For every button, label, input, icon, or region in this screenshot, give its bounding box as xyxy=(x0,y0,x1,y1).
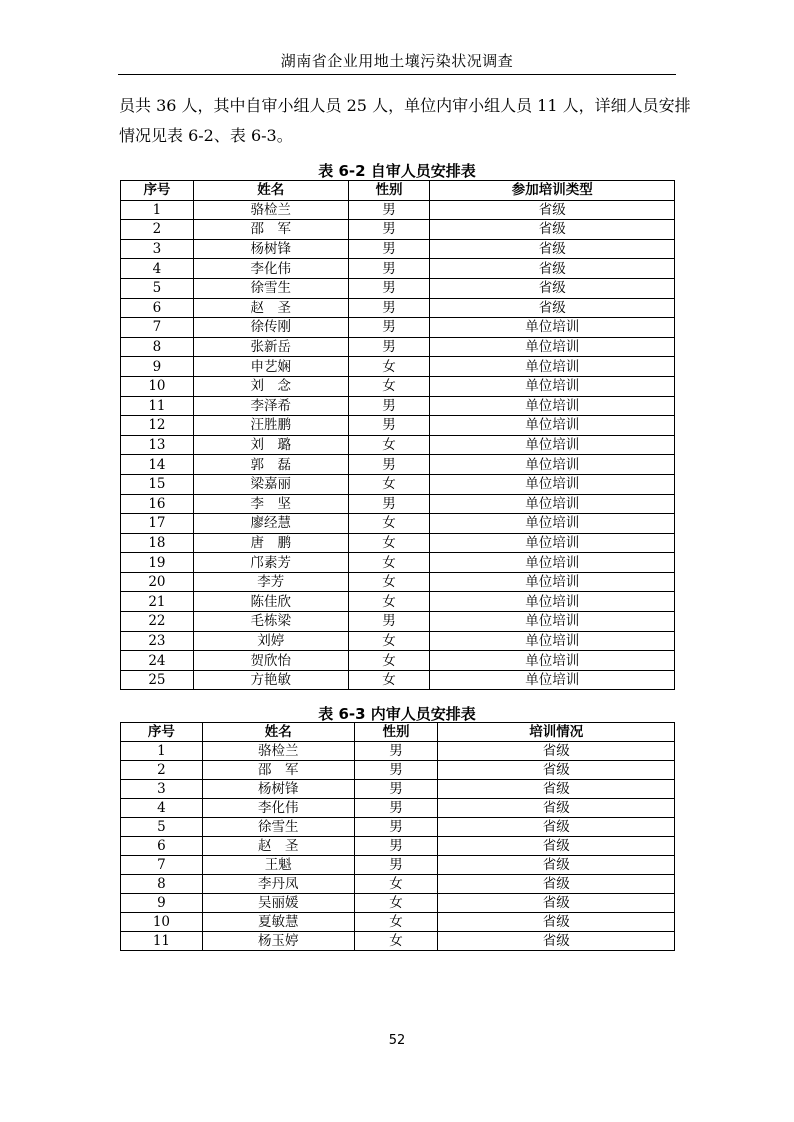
cell-index: 11 xyxy=(121,396,194,416)
cell-training: 单位培训 xyxy=(430,631,675,651)
cell-gender: 男 xyxy=(348,220,430,240)
cell-gender: 女 xyxy=(354,913,438,932)
cell-gender: 男 xyxy=(348,416,430,436)
cell-name: 李丹凤 xyxy=(202,875,354,894)
cell-gender: 女 xyxy=(348,592,430,612)
cell-gender: 男 xyxy=(348,298,430,318)
cell-gender: 男 xyxy=(354,837,438,856)
cell-training: 单位培训 xyxy=(430,318,675,338)
cell-training: 省级 xyxy=(438,932,675,951)
table-row xyxy=(121,357,675,377)
cell-name: 徐传刚 xyxy=(193,318,348,338)
cell-gender: 男 xyxy=(354,780,438,799)
table-row xyxy=(121,572,675,592)
cell-gender: 男 xyxy=(348,278,430,298)
table-row xyxy=(121,318,675,338)
cell-training: 单位培训 xyxy=(430,612,675,632)
cell-name: 邝素芳 xyxy=(193,553,348,573)
col-header-gender: 性别 xyxy=(354,723,438,742)
cell-gender: 女 xyxy=(354,875,438,894)
cell-index: 18 xyxy=(121,533,194,553)
table-row xyxy=(121,742,675,761)
cell-training: 省级 xyxy=(430,239,675,259)
cell-index: 22 xyxy=(121,612,194,632)
cell-training: 单位培训 xyxy=(430,435,675,455)
cell-gender: 男 xyxy=(348,239,430,259)
cell-name: 邵 军 xyxy=(193,220,348,240)
cell-training: 单位培训 xyxy=(430,670,675,690)
cell-gender: 男 xyxy=(348,455,430,475)
cell-name: 骆检兰 xyxy=(193,200,348,220)
table-row xyxy=(121,435,675,455)
cell-name: 李化伟 xyxy=(202,799,354,818)
cell-training: 单位培训 xyxy=(430,651,675,671)
cell-name: 徐雪生 xyxy=(202,818,354,837)
cell-index: 7 xyxy=(121,856,203,875)
cell-gender: 男 xyxy=(348,259,430,279)
table-row xyxy=(121,651,675,671)
cell-gender: 女 xyxy=(348,533,430,553)
cell-name: 唐 鹏 xyxy=(193,533,348,553)
cell-training: 省级 xyxy=(438,742,675,761)
table-row xyxy=(121,200,675,220)
cell-training: 单位培训 xyxy=(430,455,675,475)
cell-index: 3 xyxy=(121,780,203,799)
page-number: 52 xyxy=(388,1033,406,1048)
cell-training: 单位培训 xyxy=(430,376,675,396)
body-paragraph-line-1: 员共 36 人，其中自审小组人员 25 人，单位内审小组人员 11 人，详细人员安排 xyxy=(119,96,691,115)
cell-index: 9 xyxy=(121,357,194,377)
cell-gender: 男 xyxy=(354,761,438,780)
cell-training: 单位培训 xyxy=(430,572,675,592)
cell-training: 单位培训 xyxy=(430,533,675,553)
cell-index: 14 xyxy=(121,455,194,475)
table-row xyxy=(121,396,675,416)
cell-training: 省级 xyxy=(430,278,675,298)
cell-gender: 女 xyxy=(348,474,430,494)
cell-training: 省级 xyxy=(438,875,675,894)
cell-name: 张新岳 xyxy=(193,337,348,357)
cell-name: 李泽希 xyxy=(193,396,348,416)
table-row xyxy=(121,631,675,651)
col-header-gender: 性别 xyxy=(348,181,430,201)
cell-training: 单位培训 xyxy=(430,553,675,573)
cell-training: 省级 xyxy=(438,780,675,799)
cell-index: 13 xyxy=(121,435,194,455)
table-row xyxy=(121,553,675,573)
cell-training: 单位培训 xyxy=(430,396,675,416)
table-row xyxy=(121,337,675,357)
cell-name: 吴丽媛 xyxy=(202,894,354,913)
table-row xyxy=(121,592,675,612)
cell-name: 廖经慧 xyxy=(193,514,348,534)
cell-index: 2 xyxy=(121,761,203,780)
cell-index: 21 xyxy=(121,592,194,612)
cell-name: 贺欣怡 xyxy=(193,651,348,671)
cell-training: 单位培训 xyxy=(430,474,675,494)
cell-gender: 男 xyxy=(348,200,430,220)
cell-training: 省级 xyxy=(430,220,675,240)
running-header: 湖南省企业用地土壤污染状况调查 xyxy=(280,52,514,70)
col-header-index: 序号 xyxy=(121,723,203,742)
table-6-3-caption: 表 6-3 内审人员安排表 xyxy=(318,705,476,723)
cell-index: 8 xyxy=(121,337,194,357)
table-row xyxy=(121,259,675,279)
table-row xyxy=(121,494,675,514)
table-row xyxy=(121,780,675,799)
cell-index: 3 xyxy=(121,239,194,259)
col-header-training-type: 参加培训类型 xyxy=(430,181,675,201)
cell-gender: 女 xyxy=(354,894,438,913)
cell-training: 省级 xyxy=(438,761,675,780)
cell-name: 毛栋梁 xyxy=(193,612,348,632)
cell-gender: 女 xyxy=(348,514,430,534)
cell-gender: 男 xyxy=(354,818,438,837)
table-6-2-caption: 表 6-2 自审人员安排表 xyxy=(318,162,476,180)
table-row xyxy=(121,416,675,436)
table-row xyxy=(121,799,675,818)
cell-name: 徐雪生 xyxy=(193,278,348,298)
cell-index: 4 xyxy=(121,259,194,279)
cell-training: 省级 xyxy=(430,259,675,279)
cell-index: 24 xyxy=(121,651,194,671)
cell-name: 李 坚 xyxy=(193,494,348,514)
col-header-name: 姓名 xyxy=(202,723,354,742)
cell-name: 邵 军 xyxy=(202,761,354,780)
cell-name: 汪胜鹏 xyxy=(193,416,348,436)
cell-training: 省级 xyxy=(438,894,675,913)
table-row xyxy=(121,376,675,396)
cell-index: 9 xyxy=(121,894,203,913)
col-header-index: 序号 xyxy=(121,181,194,201)
table-row xyxy=(121,856,675,875)
table-row xyxy=(121,875,675,894)
cell-index: 17 xyxy=(121,514,194,534)
table-header-row xyxy=(121,723,675,742)
cell-name: 李芳 xyxy=(193,572,348,592)
cell-name: 陈佳欣 xyxy=(193,592,348,612)
cell-gender: 男 xyxy=(354,742,438,761)
cell-gender: 男 xyxy=(348,337,430,357)
cell-index: 6 xyxy=(121,837,203,856)
cell-name: 赵 圣 xyxy=(193,298,348,318)
cell-index: 15 xyxy=(121,474,194,494)
table-row xyxy=(121,278,675,298)
cell-name: 郭 磊 xyxy=(193,455,348,475)
cell-name: 赵 圣 xyxy=(202,837,354,856)
body-paragraph-line-2: 情况见表 6-2、表 6-3。 xyxy=(119,126,293,145)
col-header-training-status: 培训情况 xyxy=(438,723,675,742)
cell-index: 2 xyxy=(121,220,194,240)
cell-index: 11 xyxy=(121,932,203,951)
cell-name: 杨树锋 xyxy=(202,780,354,799)
cell-gender: 男 xyxy=(348,318,430,338)
cell-gender: 男 xyxy=(348,396,430,416)
table-row xyxy=(121,455,675,475)
cell-name: 夏敏慧 xyxy=(202,913,354,932)
cell-index: 19 xyxy=(121,553,194,573)
cell-training: 省级 xyxy=(438,837,675,856)
cell-training: 单位培训 xyxy=(430,337,675,357)
table-row xyxy=(121,220,675,240)
cell-name: 李化伟 xyxy=(193,259,348,279)
self-review-staff-table xyxy=(120,180,675,690)
table-row xyxy=(121,298,675,318)
cell-gender: 女 xyxy=(348,651,430,671)
cell-training: 省级 xyxy=(438,856,675,875)
cell-name: 王魁 xyxy=(202,856,354,875)
cell-index: 4 xyxy=(121,799,203,818)
table-row xyxy=(121,239,675,259)
cell-index: 20 xyxy=(121,572,194,592)
cell-name: 方艳敏 xyxy=(193,670,348,690)
cell-index: 1 xyxy=(121,742,203,761)
cell-training: 省级 xyxy=(438,799,675,818)
cell-training: 省级 xyxy=(438,913,675,932)
cell-training: 单位培训 xyxy=(430,592,675,612)
table-row xyxy=(121,837,675,856)
cell-name: 杨玉婷 xyxy=(202,932,354,951)
table-row xyxy=(121,932,675,951)
internal-review-staff-table xyxy=(120,722,675,951)
cell-index: 25 xyxy=(121,670,194,690)
table-header-row xyxy=(121,181,675,201)
cell-gender: 女 xyxy=(348,572,430,592)
col-header-name: 姓名 xyxy=(193,181,348,201)
cell-index: 6 xyxy=(121,298,194,318)
cell-training: 省级 xyxy=(430,298,675,318)
cell-index: 10 xyxy=(121,376,194,396)
cell-index: 8 xyxy=(121,875,203,894)
cell-name: 梁嘉丽 xyxy=(193,474,348,494)
cell-training: 单位培训 xyxy=(430,416,675,436)
cell-gender: 女 xyxy=(348,631,430,651)
table-row xyxy=(121,612,675,632)
cell-name: 骆检兰 xyxy=(202,742,354,761)
cell-index: 10 xyxy=(121,913,203,932)
cell-gender: 女 xyxy=(348,357,430,377)
cell-training: 单位培训 xyxy=(430,494,675,514)
cell-index: 5 xyxy=(121,278,194,298)
table-row xyxy=(121,514,675,534)
cell-gender: 男 xyxy=(354,856,438,875)
cell-index: 1 xyxy=(121,200,194,220)
cell-training: 省级 xyxy=(430,200,675,220)
table-row xyxy=(121,761,675,780)
table-row xyxy=(121,913,675,932)
table-row xyxy=(121,894,675,913)
cell-index: 5 xyxy=(121,818,203,837)
cell-index: 23 xyxy=(121,631,194,651)
cell-name: 杨树锋 xyxy=(193,239,348,259)
cell-gender: 女 xyxy=(348,670,430,690)
cell-name: 刘婷 xyxy=(193,631,348,651)
cell-name: 刘 璐 xyxy=(193,435,348,455)
cell-gender: 女 xyxy=(348,553,430,573)
cell-gender: 女 xyxy=(354,932,438,951)
table-row xyxy=(121,533,675,553)
cell-gender: 男 xyxy=(348,612,430,632)
cell-name: 申艺娴 xyxy=(193,357,348,377)
cell-gender: 女 xyxy=(348,435,430,455)
cell-name: 刘 念 xyxy=(193,376,348,396)
header-rule xyxy=(118,74,676,75)
cell-gender: 女 xyxy=(348,376,430,396)
table-row xyxy=(121,474,675,494)
cell-gender: 男 xyxy=(354,799,438,818)
cell-gender: 男 xyxy=(348,494,430,514)
table-row xyxy=(121,670,675,690)
cell-index: 12 xyxy=(121,416,194,436)
cell-training: 省级 xyxy=(438,818,675,837)
cell-training: 单位培训 xyxy=(430,357,675,377)
cell-index: 7 xyxy=(121,318,194,338)
cell-training: 单位培训 xyxy=(430,514,675,534)
cell-index: 16 xyxy=(121,494,194,514)
table-row xyxy=(121,818,675,837)
